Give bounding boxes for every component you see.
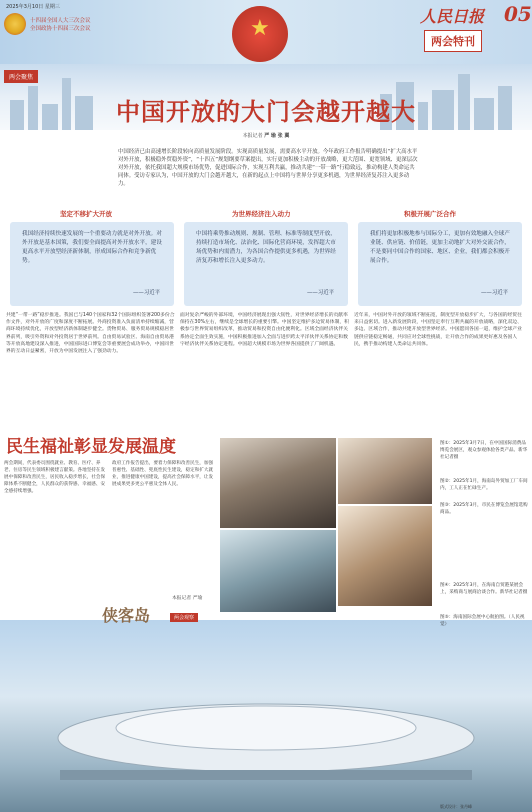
quote-text-2: 中国将乘势推动规则、规制、管理、标准等制度型开放，持续打造市场化、法治化、国际化营商环境，发挥超大市场优势和内需潜力，为各国合作提供更多机遇，为世界经济复苏和增长注入更多动力。	[196, 231, 336, 264]
session-label-npc: 十四届全国人大三次会议	[30, 18, 91, 24]
quote-box-1	[10, 222, 174, 306]
column-body-3: 近年来，中国对外开放的领域不断拓宽，制度型开放稳步扩大，与各国的经贸往来日益密切。进入新发展阶段，中国坚定奉行互利共赢的开放战略，深化双边、多边、区域合作，推动共建开放型世界经济。中国愿同各国一道，维护全球产业链供应链稳定畅通，共同应对全球性挑战，让开放合作的成果更好惠及各国人民，携手推动构建人类命运共同体。	[354, 313, 522, 347]
caption-5: 图⑤：海南国际会展中心航拍图。（人民视觉）	[440, 615, 525, 627]
star-icon: ★	[250, 16, 270, 41]
quote-source-2: ——习近平	[307, 290, 334, 296]
quote-source-1: ——习近平	[133, 290, 160, 296]
caption-4: 图④：2025年3月，在海南自贸港某展会上，采购商与展商洽谈合作。新华社记者摄	[440, 583, 528, 595]
column-body-1: 共建“一带一路”稳步推进。我国已与140个国家和32个国际组织签署200多份合作文件，对外开放的广度和深度不断拓展。外商投资准入负面清单持续缩减，营商环境持续优化，开放型经济新体制逐步健全。货物贸易、服务贸易规模稳居世界前列，吸引外资和对外投资居于世界前列。自由贸易试验区、海南自由贸易港等开放高地建设深入推进，中国国际进口博览会等重要展会成功举办，中国同世界的互动日益紧密，开放为中国发展注入了强劲动力。	[6, 313, 175, 355]
photo-convention-center	[0, 620, 532, 812]
convention-center-drawing	[0, 620, 532, 812]
design-credit: 版式设计：张丹峰	[440, 804, 472, 809]
quote-box-2	[184, 222, 348, 306]
photo-expo-interview	[220, 438, 336, 528]
photo-trade-booth	[220, 530, 336, 612]
byline-names: 严 瑜 张 翼	[264, 133, 290, 139]
quote-text-3: 我们将更加积极地参与国际分工，更加有效地融入全球产业链、供应链、价值链，更加主动地扩大对外交流合作，不是要同中国合作的国家、地区、企业，我们都会积极开展合作。	[370, 231, 510, 264]
reporter-credit: 本报记者 严瑜	[172, 596, 203, 601]
lead-paragraph: 中国经济已由高速增长阶段转向高质量发展阶段。实现高质量发展，需要高水平开放。今年政府工作报告明确提出“扩大高水平对外开放，积极稳外贸稳外资”，“十四五”规划纲要草案提出，实行更加积极主动的开放战略，更大范围、更宽领域、更深层次对外开放，依托我国超大规模市场优势，促进国际合作，实现互利共赢，推动共建“一带一路”行稳致远，推动构建人类命运共同体。受访专家认为，中国开放的大门会越开越大，在新的起点上中国将与世界分享更多机遇，为世界经济复苏注入更多动力。	[118, 149, 418, 187]
lower-body-1: 两会期间，代表委员围绕就业、教育、医疗、养老、住房等民生领域积极建言献策。各地坚持在发展中保障和改善民生，居民收入稳步增长，社会保障体系不断健全，人民群众的获得感、幸福感、安全感持续增强。	[4, 461, 106, 494]
brand-logo: 侠客岛	[102, 606, 151, 625]
special-edition-tag: 两会特刊	[424, 30, 482, 52]
headline: 中国开放的大门会越开越大	[116, 97, 416, 126]
column-heading-1: 坚定不移扩大开放	[60, 210, 112, 218]
quote-box-3	[358, 222, 522, 306]
caption-1: 图①：2025年3月7日，在中国国际消费品博览会展区，观众参观体验各类产品。新华社记者摄	[440, 441, 528, 460]
caption-3: 图③：2025年3月，市民在博览会展馆选购商品。	[440, 503, 528, 515]
emblem-icon	[4, 13, 26, 35]
photo-exhibition	[338, 438, 432, 504]
newspaper-logo: 人民日报	[420, 7, 485, 26]
column-heading-3: 积极开展广泛合作	[404, 210, 456, 218]
page-number: 05	[504, 2, 532, 26]
secondary-headline: 民生福祉彰显发展温度	[6, 437, 176, 457]
quote-text-1: 我国经济持续快速发展的一个重要动力就是对外开放。对外开放是基本国策，我们要全面提高对外开放水平，建设更高水平开放型经济新体制，形成国际合作和竞争新优势。	[22, 231, 162, 264]
column-body-2: 面对复杂严峻的外部环境，中国经济展现出强大韧性，对世界经济增长的贡献率保持在30%左右，继续是全球增长的重要引擎。中国坚定维护多边贸易体制，积极参与世界贸易组织改革，推动贸易和投资自由化便利化。区域全面经济伙伴关系协定全面生效实施，中国积极推进加入全面与进步跨太平洋伙伴关系协定和数字经济伙伴关系协定进程。中国超大规模市场为世界各国提供了广阔机遇。	[180, 313, 349, 347]
lower-body-2: 政府工作报告提出，要着力保障和改善民生，加强普惠性、基础性、兜底性民生建设，稳定和扩大就业，推进健康中国建设，提高社会保障水平，让发展成果更多更公平惠及全体人民。	[112, 461, 214, 487]
section-tag: 两会聚焦	[4, 70, 38, 83]
column-heading-2: 为世界经济注入动力	[232, 210, 291, 218]
caption-2: 图②：2025年1月，海南岛外贸加工厂车间内，工人正在忙碌生产。	[440, 479, 528, 491]
photo-products	[338, 506, 432, 606]
brand-tag: 两会观察	[170, 613, 198, 622]
byline	[0, 132, 532, 139]
quote-source-3: ——习近平	[481, 290, 508, 296]
page-header	[0, 0, 532, 64]
issue-date: 2025年3月10日 星期三	[6, 4, 60, 10]
byline-prefix: 本报记者	[242, 133, 263, 139]
session-label-cppcc: 全国政协十四届三次会议	[30, 26, 91, 32]
